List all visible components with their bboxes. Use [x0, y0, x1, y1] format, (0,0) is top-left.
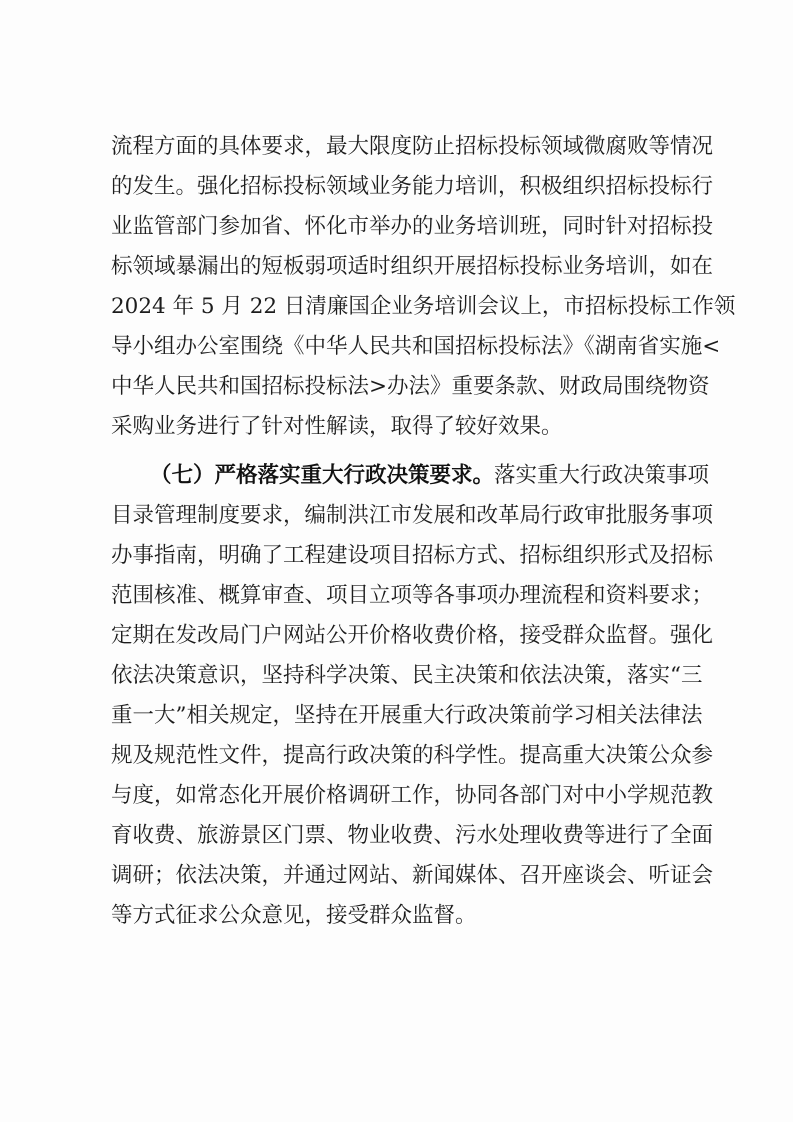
- paragraph-line: 2024 年 5 月 22 日清廉国企业务培训会议上，市招标投标工作领: [111, 294, 736, 319]
- paragraph-line: 业监管部门参加省、怀化市举办的业务培训班，同时针对招标投: [111, 214, 714, 239]
- paragraph-line: 导小组办公室围绕《中华人民共和国招标投标法》《湖南省实施<: [111, 334, 721, 359]
- paragraph-line: 调研；依法决策，并通过网站、新闻媒体、召开座谈会、听证会: [111, 863, 714, 888]
- paragraph-line: 育收费、旅游景区门票、物业收费、污水处理收费等进行了全面: [111, 823, 714, 848]
- paragraph-line: 等方式征求公众意见，接受群众监督。: [111, 903, 477, 928]
- paragraph-line: 目录管理制度要求，编制洪江市发展和改革局行政审批服务事项: [111, 503, 714, 528]
- paragraph-line: 依法决策意识，坚持科学决策、民主决策和依法决策，落实“三: [111, 663, 703, 688]
- paragraph-line: 的发生。强化招标投标领域业务能力培训，积极组织招标投标行: [111, 174, 714, 199]
- paragraph-text: 落实重大行政决策事项: [494, 463, 710, 488]
- paragraph-line: 与度，如常态化开展价格调研工作，协同各部门对中小学规范教: [111, 783, 714, 808]
- paragraph-line: 办事指南，明确了工程建设项目招标方式、招标组织形式及招标: [111, 543, 714, 568]
- paragraph-line: 标领域暴漏出的短板弱项适时组织开展招标投标业务培训，如在: [111, 254, 714, 279]
- paragraph-line: 重一大”相关规定，坚持在开展重大行政决策前学习相关法律法: [111, 703, 703, 728]
- section-heading: （七）严格落实重大行政决策要求。: [150, 463, 495, 488]
- paragraph-line: 中华人民共和国招标投标法>办法》重要条款、财政局围绕物资: [111, 374, 710, 399]
- paragraph-line: 采购业务进行了针对性解读，取得了较好效果。: [111, 414, 563, 439]
- paragraph-first-line: [150, 456, 709, 496]
- paragraph-line: 范围核准、概算审查、项目立项等各事项办理流程和资料要求；: [111, 583, 714, 608]
- paragraph-line: 定期在发改局门户网站公开价格收费价格，接受群众监督。强化: [111, 623, 714, 648]
- paragraph-line: 规及规范性文件，提高行政决策的科学性。提高重大决策公众参: [111, 743, 714, 768]
- paragraph-line: 流程方面的具体要求，最大限度防止招标投标领域微腐败等情况: [111, 134, 714, 159]
